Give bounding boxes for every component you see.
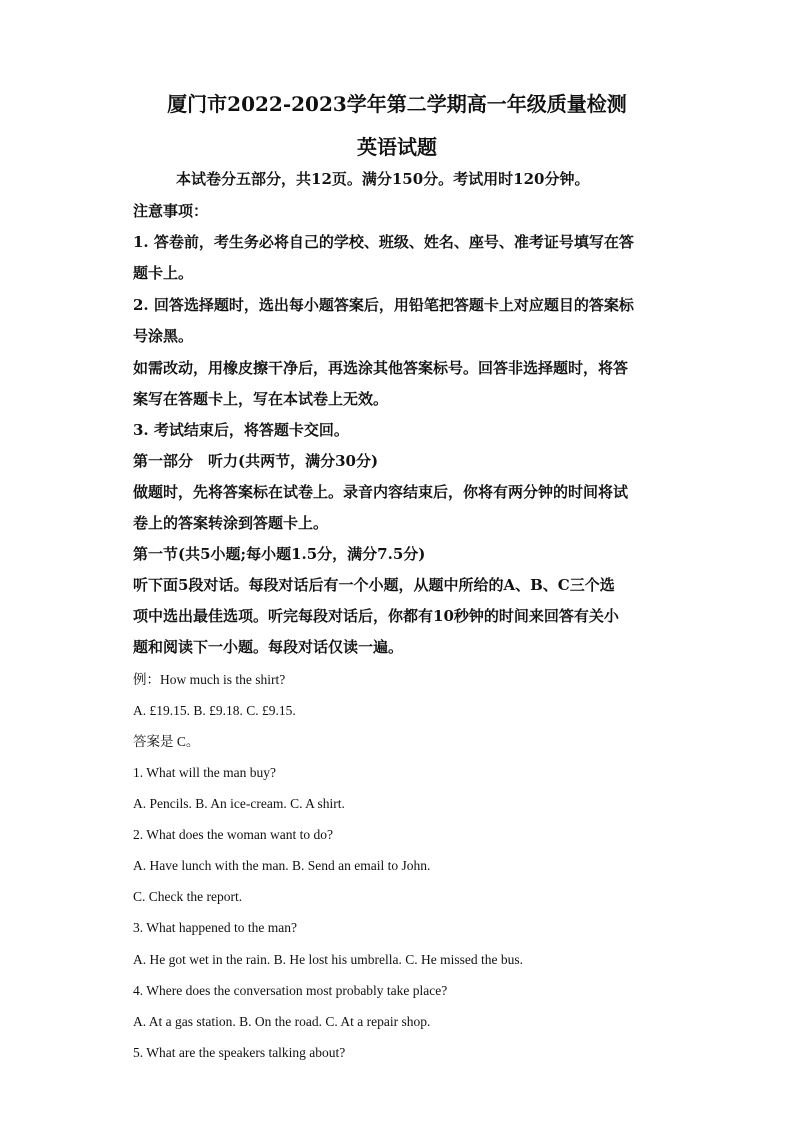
section-1-instructions-line-1: 听下面5段对话。每段对话后有一个小题，从题中所给的A、B、C三个选 <box>133 576 615 594</box>
question-3-options: A. He got wet in the rain. B. He lost his umbrella. C. He missed the bus. <box>133 952 523 967</box>
question-3: 3. What happened to the man? <box>133 920 297 935</box>
question-1-options: A. Pencils. B. An ice-cream. C. A shirt. <box>133 796 345 811</box>
example-answer: 答案是 C。 <box>133 734 200 749</box>
part-1-instructions-line-2: 卷上的答案转涂到答题卡上。 <box>133 514 329 532</box>
question-1: 1. What will the man buy? <box>133 765 276 780</box>
section-1-heading: 第一节(共5小题;每小题1.5分，满分7.5分) <box>133 545 426 563</box>
question-2-options: A. Have lunch with the man. B. Send an email to John. <box>133 858 431 873</box>
notice-heading: 注意事项： <box>133 202 209 220</box>
page-subtitle: 英语试题 <box>357 135 437 159</box>
question-2: 2. What does the woman want to do? <box>133 827 333 842</box>
notice-item-2-line-4: 案写在答题卡上，写在本试卷上无效。 <box>133 390 389 408</box>
part-1-instructions-line-1: 做题时，先将答案标在试卷上。录音内容结束后，你将有两分钟的时间将试 <box>133 483 629 501</box>
question-4: 4. Where does the conversation most probably take place? <box>133 983 448 998</box>
page-title: 厦门市2022-2023学年第二学期高一年级质量检测 <box>167 92 627 116</box>
notice-item-3: 3. 考试结束后，将答题卡交回。 <box>133 421 349 439</box>
notice-item-2-line-1: 2. 回答选择题时，选出每小题答案后，用铅笔把答题卡上对应题目的答案标 <box>133 296 634 314</box>
exam-intro: 本试卷分五部分，共12页。满分150分。考试用时120分钟。 <box>176 170 590 188</box>
question-5: 5. What are the speakers talking about? <box>133 1045 346 1060</box>
section-1-instructions-line-2: 项中选出最佳选项。听完每段对话后，你都有10秒钟的时间来回答有关小 <box>133 607 619 625</box>
part-1-heading: 第一部分 听力(共两节，满分30分) <box>133 452 379 470</box>
notice-item-1-line-1: 1. 答卷前，考生务必将自己的学校、班级、姓名、座号、准考证号填写在答 <box>133 233 634 251</box>
example-question: 例：How much is the shirt? <box>133 672 286 687</box>
notice-item-2-line-2: 号涂黑。 <box>133 327 194 345</box>
notice-item-2-line-3: 如需改动，用橡皮擦干净后，再选涂其他答案标号。回答非选择题时，将答 <box>133 359 629 377</box>
notice-item-1-line-2: 题卡上。 <box>133 264 194 282</box>
section-1-instructions-line-3: 题和阅读下一小题。每段对话仅读一遍。 <box>133 638 404 656</box>
question-4-options: A. At a gas station. B. On the road. C. At a repair shop. <box>133 1014 431 1029</box>
example-options: A. £19.15. B. £9.18. C. £9.15. <box>133 703 296 718</box>
question-2-options-line-2: C. Check the report. <box>133 889 243 904</box>
